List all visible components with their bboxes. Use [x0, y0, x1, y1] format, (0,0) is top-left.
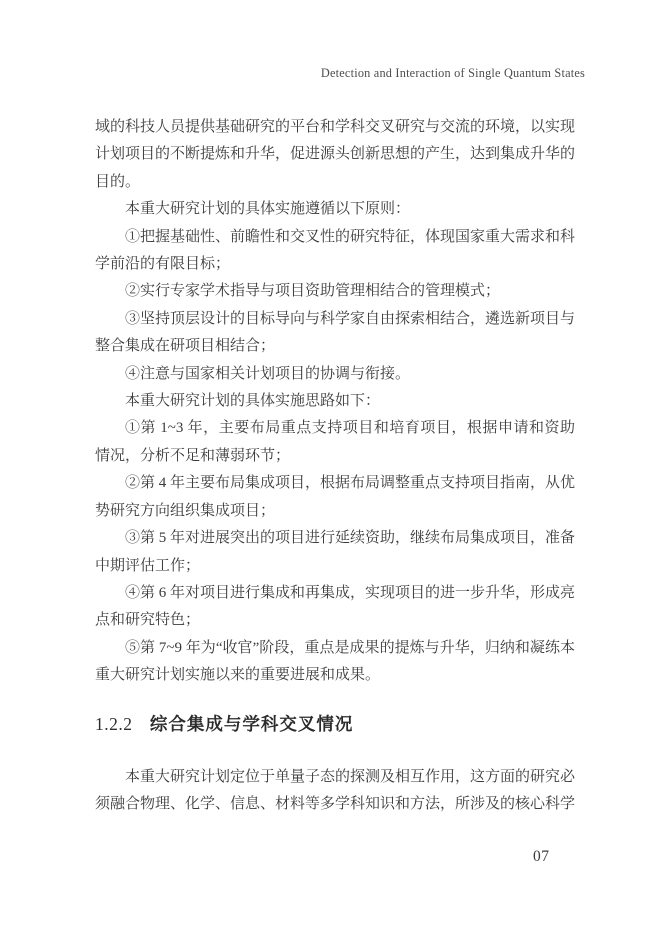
section-heading: [95, 711, 575, 737]
body-paragraph: 域的科技人员提供基础研究的平台和学科交叉研究与交流的环境，以实现计划项目的不断提炼和升华，促进源头创新思想的产生，达到集成升华的目的。: [95, 119, 576, 190]
body-paragraph: ④注意与国家相关计划项目的协调与衔接。: [125, 365, 411, 382]
body-paragraph: ①第 1~3 年，主要布局重点支持项目和培育项目，根据申请和资助情况，分析不足和薄弱环节；: [95, 420, 575, 464]
body-paragraph: ②实行专家学术指导与项目资助管理相结合的管理模式；: [125, 283, 501, 300]
body-paragraph: 本重大研究计划的具体实施思路如下：: [125, 393, 381, 410]
body-paragraph: ④第 6 年对项目进行集成和再集成，实现项目的进一步升华，形成亮点和研究特色；: [95, 584, 576, 629]
body-paragraph: ⑤第 7~9 年为“收官”阶段，重点是成果的提炼与升华，归纳和凝练本重大研究计划实施以来的重要进展和成果。: [95, 639, 575, 684]
body-paragraph: ①把握基础性、前瞻性和交叉性的研究特征，体现国家重大需求和科学前沿的有限目标；: [95, 228, 576, 273]
body-paragraph: ③第 5 年对进展突出的项目进行延续资助，继续布局集成项目，准备中期评估工作；: [95, 530, 576, 574]
section-title: 综合集成与学科交叉情况: [149, 713, 354, 734]
body-paragraph: 本重大研究计划定位于单量子态的探测及相互作用，这方面的研究必须融合物理、化学、信息、材料等多学科知识和方法，所涉及的核心科学: [95, 768, 576, 812]
body-paragraph: ③坚持顶层设计的目标导向与科学家自由探索相结合，遴选新项目与整合集成在研项目相结合；: [95, 310, 576, 355]
running-header-title: Detection and Interaction of Single Quantum States: [320, 66, 585, 80]
page-body: [95, 114, 575, 818]
section-number: 1.2.2: [95, 713, 133, 734]
page-number: 07: [533, 848, 550, 865]
body-paragraph: 本重大研究计划的具体实施遵循以下原则：: [125, 201, 411, 218]
body-paragraph: ②第 4 年主要布局集成项目，根据布局调整重点支持项目指南，从优势研究方向组织集成项目；: [95, 475, 576, 519]
